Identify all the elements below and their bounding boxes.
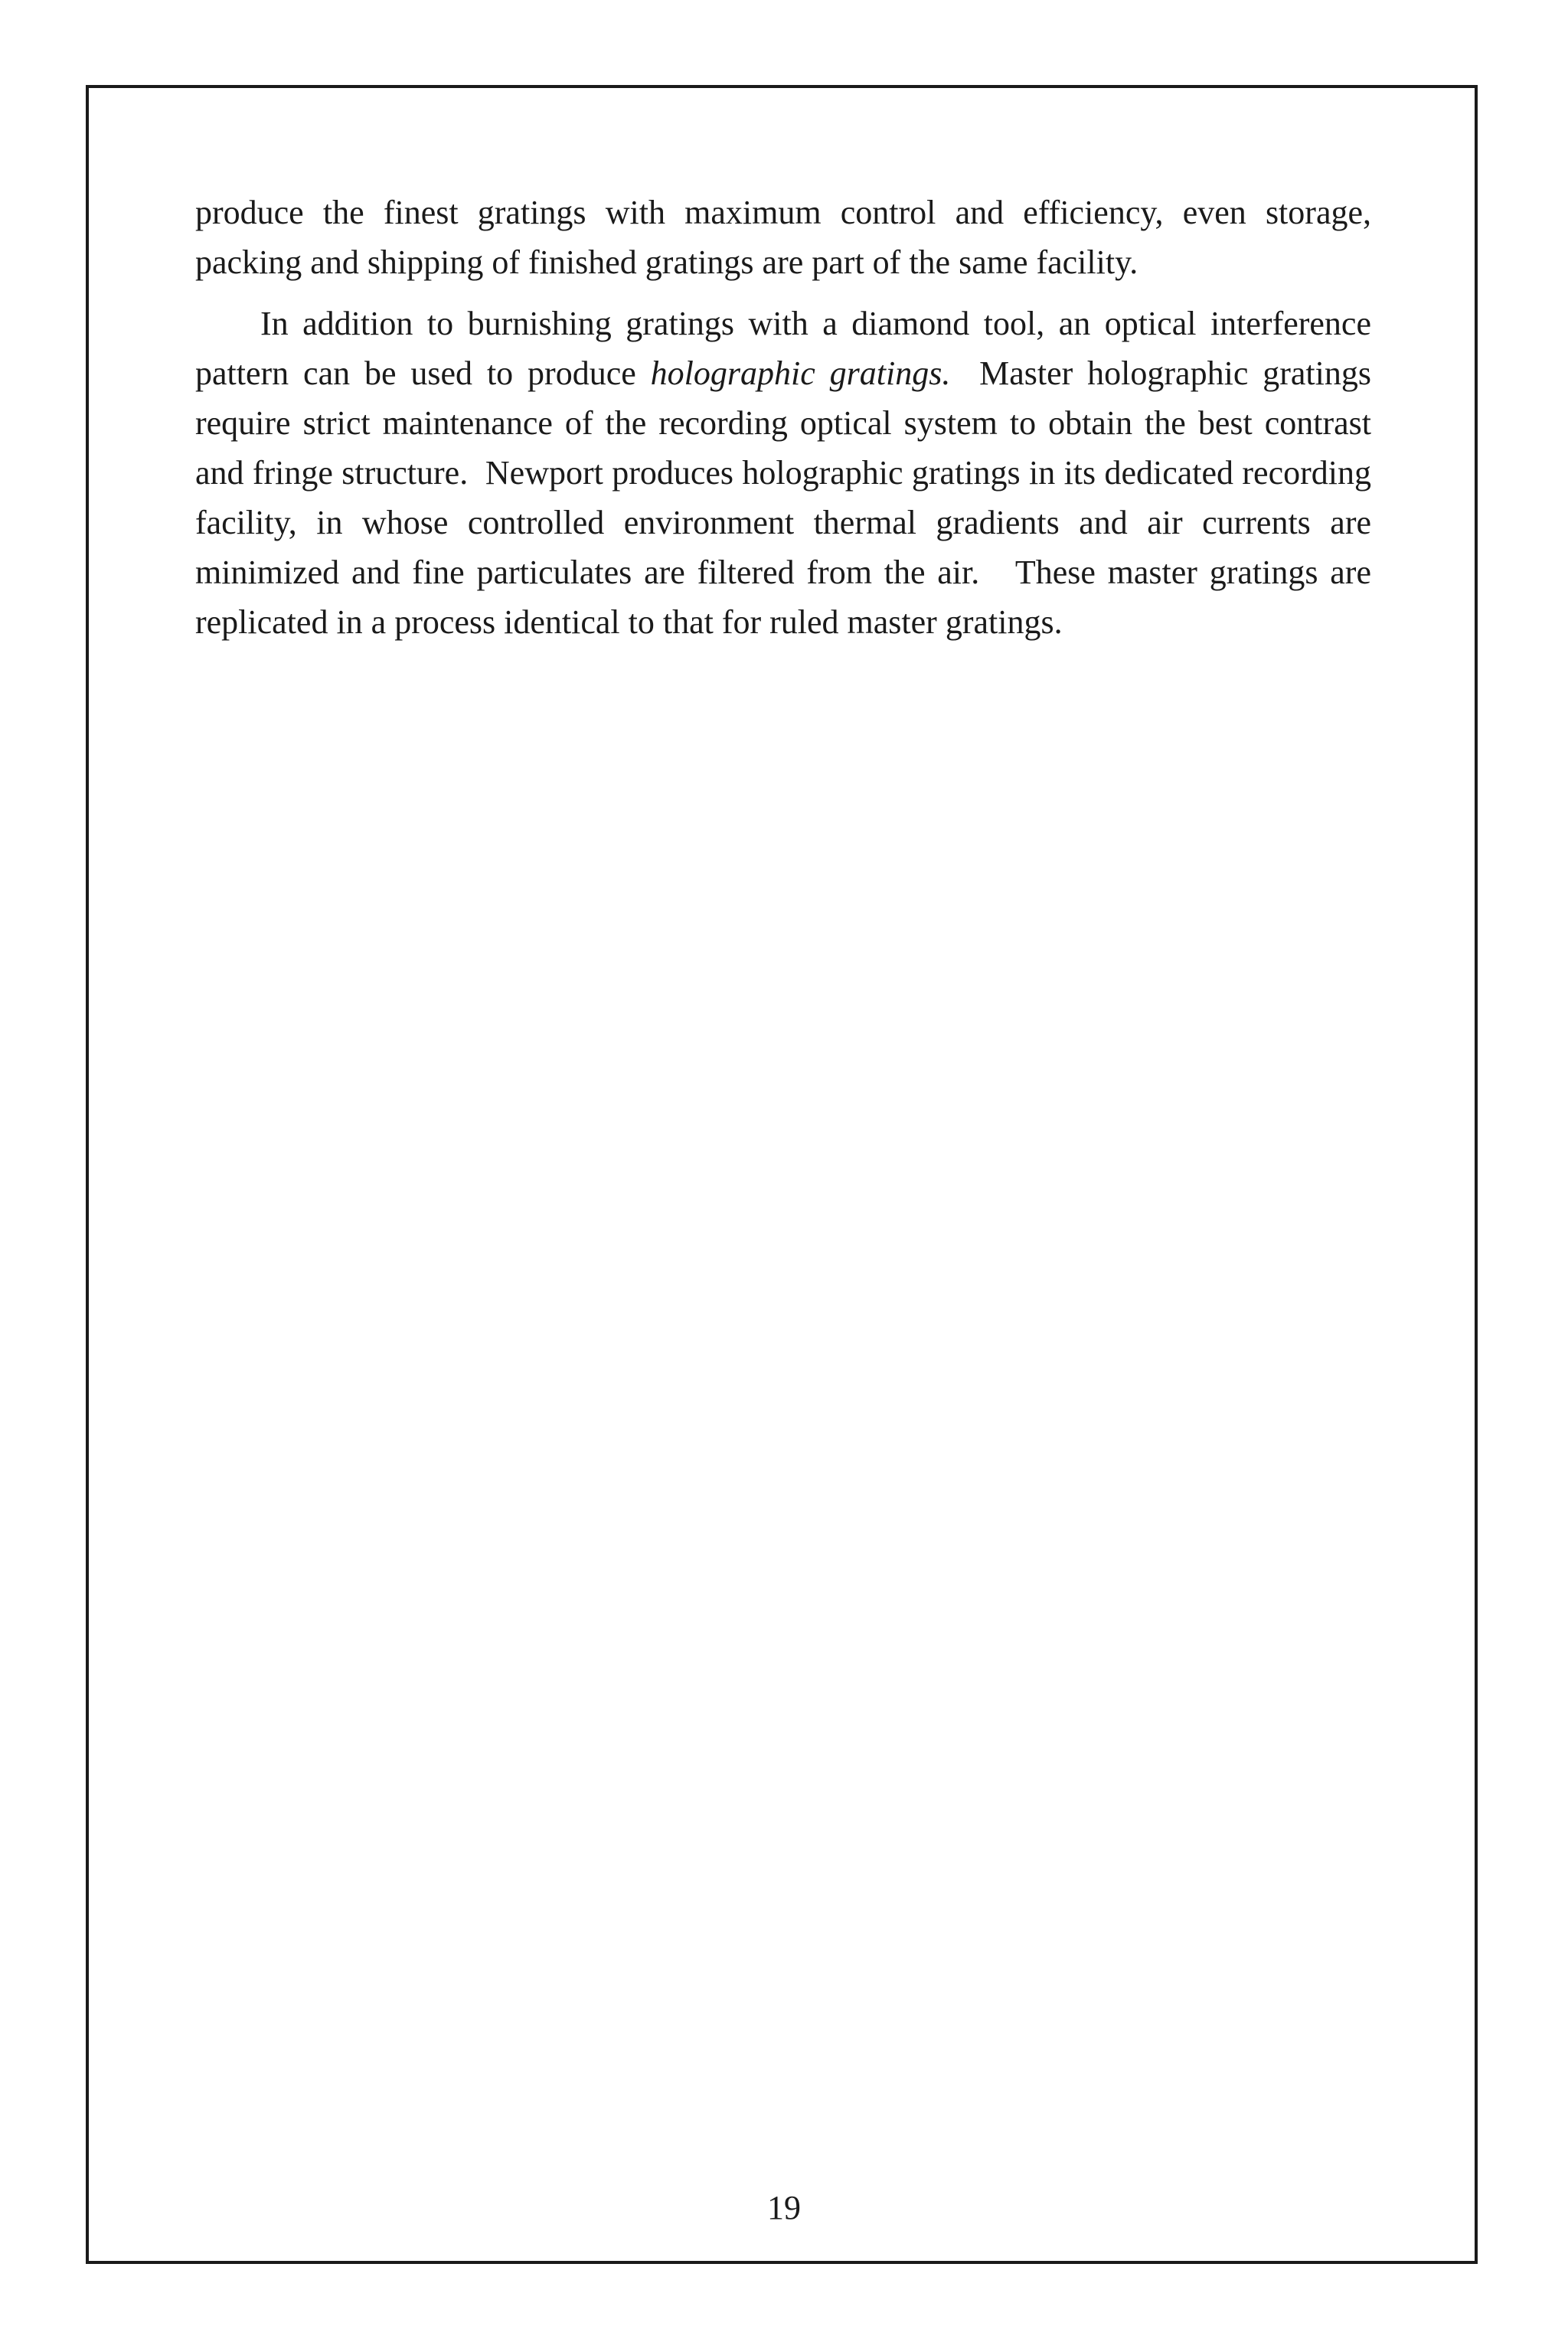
page-number: 19 <box>767 2189 801 2226</box>
paragraph-2 <box>195 299 1380 647</box>
paragraph-2-text-start: In addition to burnishing gratings with a diamond tool, an optical interference pattern can be used to produce <box>195 305 1371 392</box>
paragraph-1-text: produce the finest gratings with maximum control and efficiency, even storage, packing and shipping of finished gratings are part of the same facility. <box>195 194 1371 281</box>
paragraph-2-italic-term: holographic gratings. <box>650 354 951 392</box>
paragraph-1 <box>195 188 1371 287</box>
paragraph-2-text-end: Master holographic gratings require strict maintenance of the recording optical system to obtain the best contrast and fringe structure. Newport produces holographic gratings in its dedicated recording facility, in whose controlled environment thermal gradients and air currents are minimized and fine particulates are filtered from the air. These master gratings are replicated in a process identical to that for ruled master gratings. <box>195 354 1380 641</box>
body-text <box>195 188 1380 647</box>
